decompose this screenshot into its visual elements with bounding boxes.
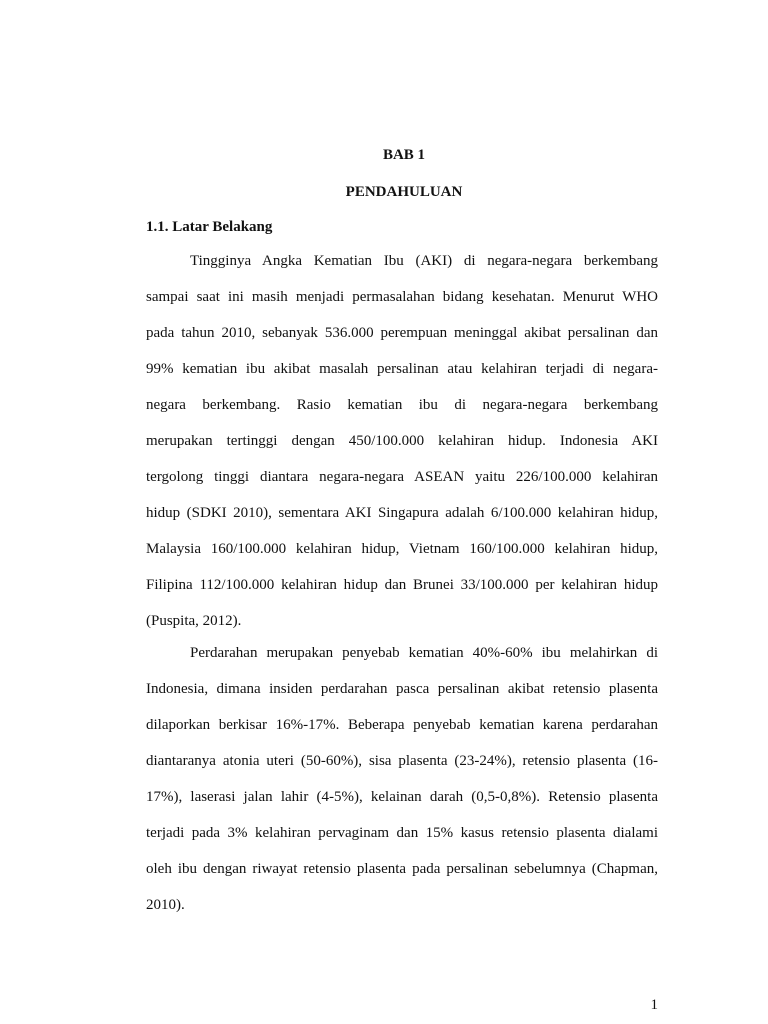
paragraph-line: Perdarahan merupakan penyebab kematian 40%-60% ibu melahirkan di (190, 645, 658, 661)
paragraph-line: Filipina 112/100.000 kelahiran hidup dan Brunei 33/100.000 per kelahiran hidup (146, 577, 658, 593)
paragraph-line: negara berkembang. Rasio kematian ibu di negara-negara berkembang (146, 397, 658, 413)
paragraph-line: hidup (SDKI 2010), sementara AKI Singapura adalah 6/100.000 kelahiran hidup, (146, 505, 658, 521)
paragraph-line: 2010). (146, 897, 185, 913)
paragraph-line: merupakan tertinggi dengan 450/100.000 kelahiran hidup. Indonesia AKI (146, 433, 658, 449)
chapter-number: BAB 1 (382, 147, 426, 163)
section-heading: 1.1. Latar Belakang (146, 219, 273, 235)
paragraph-1 (146, 251, 658, 647)
paragraph-line: oleh ibu dengan riwayat retensio plasenta pada persalinan sebelumnya (Chapman, (146, 861, 658, 877)
paragraph-line: Tingginya Angka Kematian Ibu (AKI) di negara-negara berkembang (190, 253, 658, 269)
paragraph-line: Malaysia 160/100.000 kelahiran hidup, Vietnam 160/100.000 kelahiran hidup, (146, 541, 658, 557)
paragraph-line: 99% kematian ibu akibat masalah persalinan atau kelahiran terjadi di negara- (146, 361, 658, 377)
page-number: 1 (650, 997, 658, 1013)
paragraph-line: terjadi pada 3% kelahiran pervaginam dan 15% kasus retensio plasenta dialami (146, 825, 658, 841)
paragraph-line: Indonesia, dimana insiden perdarahan pasca persalinan akibat retensio plasenta (146, 681, 658, 697)
paragraph-line: tergolong tinggi diantara negara-negara ASEAN yaitu 226/100.000 kelahiran (146, 469, 658, 485)
paragraph-line: dilaporkan berkisar 16%-17%. Beberapa penyebab kematian karena perdarahan (146, 717, 658, 733)
paragraph-line: diantaranya atonia uteri (50-60%), sisa plasenta (23-24%), retensio plasenta (16- (146, 753, 658, 769)
paragraph-2 (146, 643, 658, 931)
paragraph-line: pada tahun 2010, sebanyak 536.000 perempuan meninggal akibat persalinan dan (146, 325, 658, 341)
chapter-title: PENDAHULUAN (345, 184, 463, 200)
paragraph-line: sampai saat ini masih menjadi permasalahan bidang kesehatan. Menurut WHO (146, 289, 658, 305)
paragraph-line: 17%), laserasi jalan lahir (4-5%), kelainan darah (0,5-0,8%). Retensio plasenta (146, 789, 658, 805)
paragraph-line: (Puspita, 2012). (146, 613, 242, 629)
